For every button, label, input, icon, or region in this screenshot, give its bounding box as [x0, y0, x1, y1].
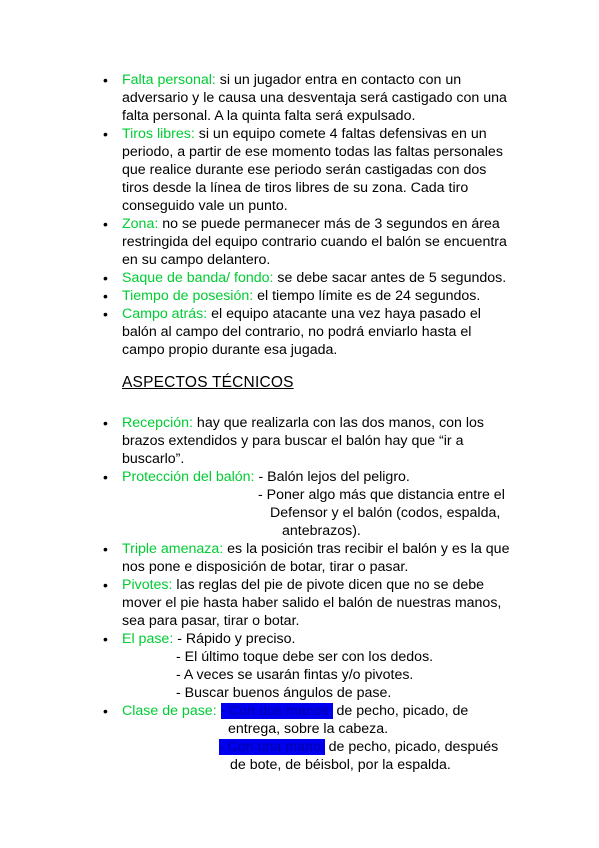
bullet-icon: • — [103, 126, 108, 142]
term-label: Triple amenaza: — [122, 541, 224, 557]
item-text: no se puede permanecer más de 3 segundos en área — [158, 216, 500, 232]
bullet-icon: • — [103, 703, 108, 719]
list-item — [0, 269, 599, 287]
item-text: - Balón lejos del peligro. — [254, 469, 410, 485]
list-item — [0, 576, 599, 630]
item-text: entrega, sobre la cabeza. — [228, 721, 389, 737]
term-label: Tiros libres: — [122, 126, 195, 142]
item-text: - Buscar buenos ángulos de pase. — [176, 685, 392, 701]
item-text: buscarlo”. — [122, 451, 185, 467]
bullet-icon: • — [103, 541, 108, 557]
item-text: restringida del equipo contrario cuando el balón se encuentra — [122, 234, 507, 250]
term-label: Saque de banda/ fondo: — [122, 270, 274, 286]
term-label: Protección del balón: — [122, 469, 255, 485]
list-item — [0, 287, 599, 305]
term-label: Falta personal: — [122, 72, 216, 88]
item-text: adversario y le causa una desventaja será castigado con una — [122, 90, 507, 106]
item-text: brazos extendidos y para buscar el balón hay que “ir a — [122, 433, 464, 449]
list-item — [0, 215, 599, 269]
bullet-icon: • — [103, 631, 108, 647]
bullet-icon: • — [103, 469, 108, 485]
item-text: Defensor y el balón (codos, espalda, — [270, 505, 501, 521]
item-text: tiros desde la línea de tiros libres de su zona. Cada tiro — [122, 180, 469, 196]
item-text: si un equipo comete 4 faltas defensivas en un — [194, 126, 487, 142]
bullet-icon: • — [103, 216, 108, 232]
list-item — [0, 702, 599, 774]
highlighted-spacer — [122, 739, 219, 755]
item-text: mover el pie hasta haber salido el balón de nuestras manos, — [122, 595, 502, 611]
bullet-icon: • — [103, 577, 108, 593]
list-item — [0, 71, 599, 125]
item-text: las reglas del pie de pivote dicen que no se debe — [172, 577, 485, 593]
highlighted-text: - Con una mano: — [219, 739, 325, 755]
term-label: Recepción: — [122, 415, 193, 431]
item-text: antebrazos). — [282, 523, 361, 539]
item-text: - El último toque debe ser con los dedos. — [176, 649, 434, 665]
technical-list — [0, 414, 599, 774]
item-text: - A veces se usarán fintas y/o pivotes. — [176, 667, 414, 683]
section-heading: ASPECTOS TÉCNICOS — [122, 374, 294, 391]
term-label: Clase de pase: — [122, 703, 217, 719]
rules-list — [0, 71, 599, 359]
bullet-icon: • — [103, 415, 108, 431]
item-text: el tiempo límite es de 24 segundos. — [253, 288, 481, 304]
item-text: balón al campo del contrario, no podrá enviarlo hasta el — [122, 324, 472, 340]
list-item — [0, 305, 599, 359]
term-label: Campo atrás: — [122, 306, 208, 322]
item-text: de bote, de béisbol, por la espalda. — [230, 757, 451, 773]
term-label: El pase: — [122, 631, 174, 647]
term-label: Tiempo de posesión: — [122, 288, 254, 304]
term-label: Zona: — [122, 216, 159, 232]
item-text: el equipo atacante una vez haya pasado el — [207, 306, 481, 322]
list-item — [0, 630, 599, 702]
item-text: periodo, a partir de ese momento todas las faltas personales — [122, 144, 503, 160]
list-item — [0, 414, 599, 468]
item-text: - Rápido y preciso. — [173, 631, 296, 647]
item-text: que realice durante ese periodo serán castigadas con dos — [122, 162, 487, 178]
list-item — [0, 468, 599, 540]
item-text: de pecho, picado, después — [324, 739, 499, 755]
item-text: conseguido vale un punto. — [122, 198, 288, 214]
list-item — [0, 540, 599, 576]
item-text: - Poner algo más que distancia entre el — [258, 487, 505, 503]
bullet-icon: • — [103, 72, 108, 88]
item-text: hay que realizarla con las dos manos, con los — [192, 415, 484, 431]
highlighted-text: - Con dos manos: — [220, 703, 333, 719]
term-label: Pivotes: — [122, 577, 173, 593]
item-text: campo propio durante esa jugada. — [122, 342, 338, 358]
item-text: es la posición tras recibir el balón y es la que — [223, 541, 510, 557]
item-text: si un jugador entra en contacto con un — [215, 72, 462, 88]
list-item — [0, 125, 599, 215]
bullet-icon: • — [103, 288, 108, 304]
item-text: nos pone e disposición de botar, tirar o pasar. — [122, 559, 409, 575]
bullet-icon: • — [103, 270, 108, 286]
item-text: en su campo delantero. — [122, 252, 271, 268]
item-text: de pecho, picado, de — [332, 703, 469, 719]
item-text: falta personal. A la quinta falta será expulsado. — [122, 108, 416, 124]
bullet-icon: • — [103, 306, 108, 322]
item-text: se debe sacar antes de 5 segundos. — [273, 270, 507, 286]
item-text: sea para pasar, tirar o botar. — [122, 613, 300, 629]
